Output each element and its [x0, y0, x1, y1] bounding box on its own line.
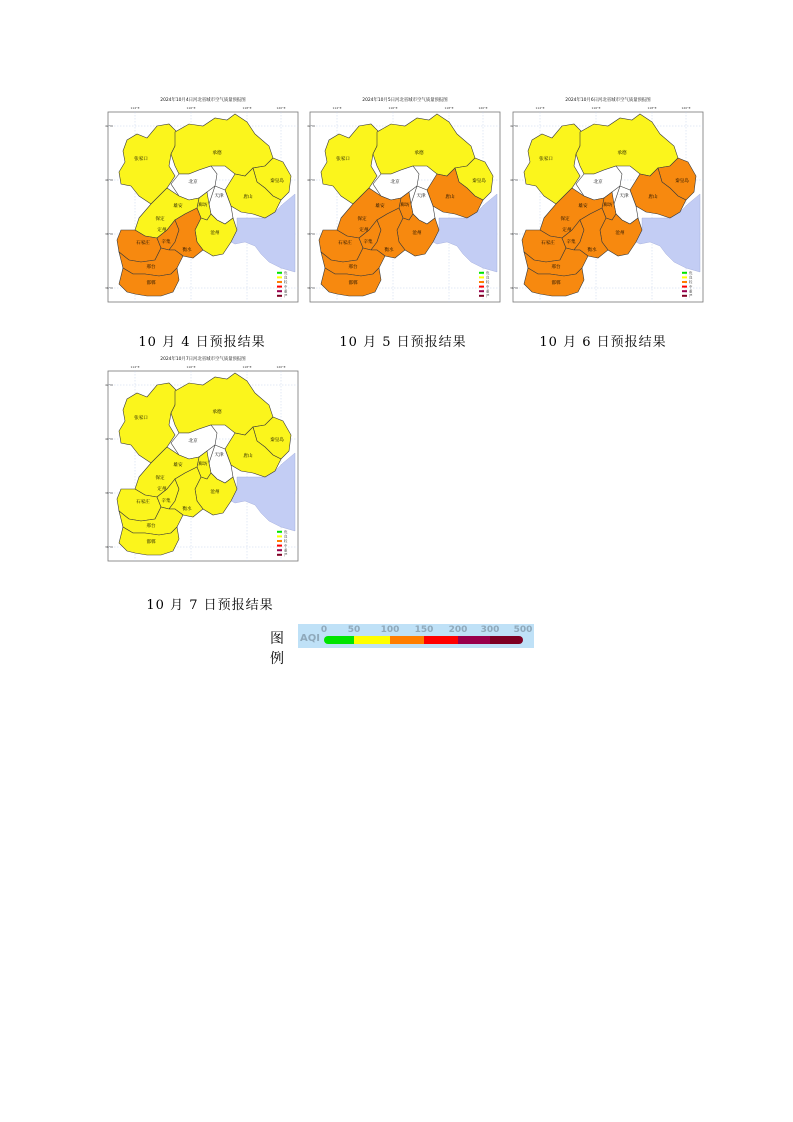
lat-tick-label: 36°N: [105, 286, 113, 290]
city-label-xt: 邢台: [146, 265, 156, 270]
mini-legend-label: 中: [284, 284, 288, 289]
city-label-sjz: 石家庄: [338, 241, 352, 246]
aqi-tick-label: 100: [380, 625, 400, 635]
forecast-map-oct-5: [307, 96, 504, 304]
lon-tick-label: 120°E: [276, 365, 286, 369]
lon-tick-label: 118°E: [242, 106, 252, 110]
mini-legend-swatch: [479, 276, 484, 278]
lat-tick-label: 38°N: [510, 232, 518, 236]
aqi-color-segment: [354, 636, 390, 644]
lat-tick-label: 36°N: [105, 545, 113, 549]
map-svg: [105, 355, 302, 563]
lon-tick-label: 116°E: [186, 106, 196, 110]
city-label-zjk: 张家口: [134, 157, 148, 162]
city-label-dz: 定州: [157, 228, 167, 233]
city-label-bd: 保定: [560, 217, 570, 222]
city-label-bd: 保定: [155, 217, 165, 222]
lon-tick-label: 120°E: [276, 106, 286, 110]
city-label-ts: 唐山: [243, 454, 253, 459]
lat-tick-label: 42°N: [105, 383, 113, 387]
aqi-tick-label: 50: [347, 625, 361, 635]
map-title: 2024年10月7日河北省城市空气质量预报图: [160, 357, 246, 362]
mini-legend-label: 中: [284, 543, 288, 548]
lat-tick-label: 38°N: [105, 232, 113, 236]
lat-tick-label: 38°N: [307, 232, 315, 236]
city-label-zjk: 张家口: [336, 157, 350, 162]
lat-tick-label: 40°N: [105, 437, 113, 441]
mini-legend-label: 轻: [284, 539, 288, 544]
caption-oct-4: 10 月 4 日预报结果: [138, 335, 266, 350]
mini-legend-label: 良: [689, 275, 693, 280]
lat-tick-label: 42°N: [105, 124, 113, 128]
aqi-label: AQI: [300, 633, 320, 644]
mini-legend-label: 优: [486, 271, 490, 275]
mini-legend-label: 轻: [486, 280, 490, 285]
city-label-hs: 衡水: [182, 248, 192, 253]
map-svg: [105, 96, 302, 304]
mini-legend-swatch: [277, 531, 282, 533]
mini-legend-label: 中: [689, 284, 693, 289]
lon-tick-label: 116°E: [591, 106, 601, 110]
mini-legend-label: 重: [689, 289, 693, 294]
city-label-dz: 定州: [562, 228, 572, 233]
city-label-bd: 保定: [357, 217, 367, 222]
city-label-tj: 天津: [214, 194, 224, 199]
city-label-lf: 廊坊: [400, 203, 410, 208]
forecast-map-oct-4: [105, 96, 302, 304]
city-label-dz: 定州: [359, 228, 369, 233]
mini-legend-swatch: [479, 295, 484, 297]
mini-legend-swatch: [277, 286, 282, 288]
mini-legend-label: 重: [284, 289, 288, 294]
city-label-cd: 承德: [617, 151, 627, 156]
legend-title: 图例: [270, 631, 284, 667]
city-label-qhd: 秦皇岛: [270, 179, 284, 184]
aqi-tick-label: 150: [414, 625, 434, 635]
lon-tick-label: 114°E: [535, 106, 545, 110]
lat-tick-label: 36°N: [510, 286, 518, 290]
lon-tick-label: 118°E: [242, 365, 252, 369]
city-label-cd: 承德: [212, 151, 222, 156]
aqi-tick-label: 500: [513, 625, 533, 635]
city-label-xa: 雄安: [578, 204, 588, 209]
mini-legend-swatch: [479, 272, 484, 274]
mini-legend-swatch: [682, 272, 687, 274]
city-label-qhd: 秦皇岛: [270, 438, 284, 443]
mini-legend-label: 良: [284, 275, 288, 280]
mini-legend-swatch: [682, 290, 687, 292]
city-label-hs: 衡水: [384, 248, 394, 253]
mini-legend-label: 轻: [689, 280, 693, 285]
mini-legend-swatch: [277, 549, 282, 551]
mini-legend-swatch: [682, 286, 687, 288]
lat-tick-label: 36°N: [307, 286, 315, 290]
mini-legend-swatch: [277, 281, 282, 283]
mini-legend-label: 优: [689, 271, 693, 275]
aqi-color-segment: [458, 636, 490, 644]
caption-oct-5: 10 月 5 日预报结果: [339, 335, 467, 350]
aqi-color-segment: [424, 636, 458, 644]
city-label-bj: 北京: [593, 180, 603, 185]
city-label-sjz: 石家庄: [136, 500, 150, 505]
map-title: 2024年10月5日河北省城市空气质量预报图: [362, 98, 448, 103]
mini-legend-swatch: [479, 286, 484, 288]
mini-legend-label: 严: [284, 294, 288, 298]
mini-legend-swatch: [277, 290, 282, 292]
lon-tick-label: 114°E: [130, 365, 140, 369]
forecast-map-oct-7: [105, 355, 302, 563]
city-label-ts: 唐山: [243, 195, 253, 200]
city-label-qhd: 秦皇岛: [675, 179, 689, 184]
caption-oct-7: 10 月 7 日预报结果: [146, 598, 274, 613]
lat-tick-label: 42°N: [510, 124, 518, 128]
city-label-xj: 辛集: [363, 240, 373, 245]
aqi-tick-label: 300: [480, 625, 500, 635]
city-label-xt: 邢台: [551, 265, 561, 270]
lon-tick-label: 114°E: [332, 106, 342, 110]
city-label-lf: 廊坊: [198, 203, 208, 208]
city-label-cz: 沧州: [210, 490, 220, 495]
city-label-zjk: 张家口: [539, 157, 553, 162]
city-label-cz: 沧州: [615, 231, 625, 236]
city-label-dz: 定州: [157, 487, 167, 492]
city-label-hd: 邯郸: [146, 540, 156, 545]
lon-tick-label: 114°E: [130, 106, 140, 110]
mini-legend-label: 严: [689, 294, 693, 298]
forecast-map-oct-6: [510, 96, 707, 304]
lat-tick-label: 40°N: [510, 178, 518, 182]
city-label-xa: 雄安: [173, 463, 183, 468]
mini-legend-label: 中: [486, 284, 490, 289]
mini-legend-label: 轻: [284, 280, 288, 285]
map-svg: [510, 96, 707, 304]
city-label-tj: 天津: [416, 194, 426, 199]
mini-legend-swatch: [277, 545, 282, 547]
mini-legend-label: 重: [284, 548, 288, 553]
lat-tick-label: 38°N: [105, 491, 113, 495]
city-label-tj: 天津: [214, 453, 224, 458]
lat-tick-label: 42°N: [307, 124, 315, 128]
city-label-xj: 辛集: [566, 240, 576, 245]
city-label-hd: 邯郸: [146, 281, 156, 286]
city-label-lf: 廊坊: [198, 462, 208, 467]
mini-legend-swatch: [277, 272, 282, 274]
lon-tick-label: 118°E: [647, 106, 657, 110]
city-label-bj: 北京: [188, 439, 198, 444]
aqi-tick-label: 200: [448, 625, 468, 635]
city-label-qhd: 秦皇岛: [472, 179, 486, 184]
city-label-bj: 北京: [188, 180, 198, 185]
lon-tick-label: 120°E: [478, 106, 488, 110]
city-label-xj: 辛集: [161, 240, 171, 245]
aqi-color-segment: [390, 636, 424, 644]
city-label-lf: 廊坊: [603, 203, 613, 208]
mini-legend-swatch: [682, 295, 687, 297]
city-label-xa: 雄安: [375, 204, 385, 209]
lon-tick-label: 116°E: [186, 365, 196, 369]
city-label-cz: 沧州: [412, 231, 422, 236]
lat-tick-label: 40°N: [307, 178, 315, 182]
mini-legend-label: 良: [284, 534, 288, 539]
mini-legend-label: 优: [284, 271, 288, 275]
city-label-xj: 辛集: [161, 499, 171, 504]
city-label-ts: 唐山: [445, 195, 455, 200]
mini-legend-swatch: [479, 281, 484, 283]
city-label-bj: 北京: [390, 180, 400, 185]
mini-legend-swatch: [277, 540, 282, 542]
city-label-sjz: 石家庄: [541, 241, 555, 246]
city-label-ts: 唐山: [648, 195, 658, 200]
aqi-color-bar: [298, 624, 534, 648]
mini-legend-label: 严: [284, 553, 288, 557]
mini-legend-swatch: [277, 276, 282, 278]
city-label-hd: 邯郸: [551, 281, 561, 286]
mini-legend-swatch: [682, 276, 687, 278]
mini-legend-swatch: [277, 554, 282, 556]
lon-tick-label: 120°E: [681, 106, 691, 110]
map-svg: [307, 96, 504, 304]
city-label-tj: 天津: [619, 194, 629, 199]
city-label-xt: 邢台: [146, 524, 156, 529]
mini-legend-label: 良: [486, 275, 490, 280]
mini-legend-label: 重: [486, 289, 490, 294]
city-label-sjz: 石家庄: [136, 241, 150, 246]
mini-legend-label: 优: [284, 530, 288, 534]
aqi-color-segment: [324, 636, 354, 644]
mini-legend-swatch: [682, 281, 687, 283]
city-label-xa: 雄安: [173, 204, 183, 209]
lon-tick-label: 118°E: [444, 106, 454, 110]
map-title: 2024年10月6日河北省城市空气质量预报图: [565, 98, 651, 103]
city-label-hd: 邯郸: [348, 281, 358, 286]
city-label-hs: 衡水: [182, 507, 192, 512]
city-label-bd: 保定: [155, 476, 165, 481]
lon-tick-label: 116°E: [388, 106, 398, 110]
aqi-color-segment: [490, 636, 523, 644]
aqi-tick-label: 0: [320, 625, 328, 635]
city-label-xt: 邢台: [348, 265, 358, 270]
map-title: 2024年10月4日河北省城市空气质量预报图: [160, 98, 246, 103]
city-label-cz: 沧州: [210, 231, 220, 236]
mini-legend-swatch: [277, 535, 282, 537]
lat-tick-label: 40°N: [105, 178, 113, 182]
mini-legend-swatch: [479, 290, 484, 292]
city-label-hs: 衡水: [587, 248, 597, 253]
mini-legend-swatch: [277, 295, 282, 297]
city-label-cd: 承德: [212, 410, 222, 415]
mini-legend-label: 严: [486, 294, 490, 298]
caption-oct-6: 10 月 6 日预报结果: [539, 335, 667, 350]
city-label-cd: 承德: [414, 151, 424, 156]
city-label-zjk: 张家口: [134, 416, 148, 421]
